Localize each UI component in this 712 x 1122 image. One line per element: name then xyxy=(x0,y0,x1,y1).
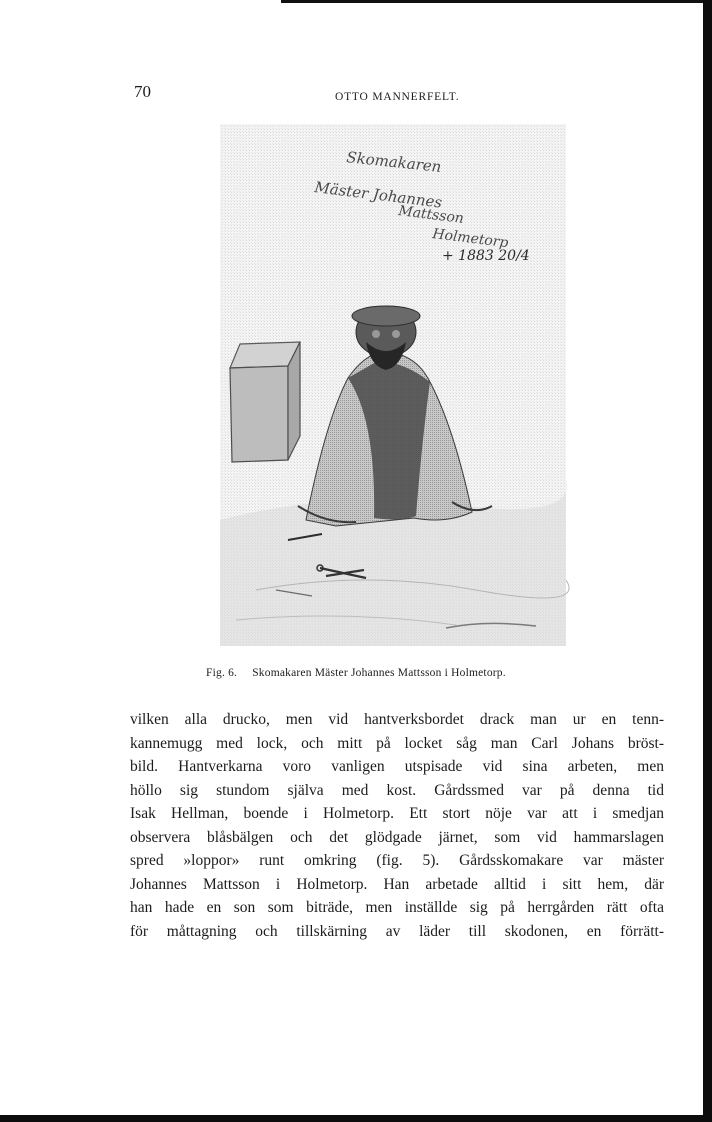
page-right-edge xyxy=(703,0,712,1122)
running-head: OTTO MANNERFELT. xyxy=(335,91,460,103)
text-line: Johannes Mattsson i Holmetorp. Han arbetade alltid i sitt hem, där xyxy=(130,875,664,893)
figure-caption-text: Skomakaren Mäster Johannes Mattsson i Holmetorp. xyxy=(252,667,506,679)
text-line: spred »loppor» runt omkring (fig. 5). Gårdsskomakare var mäster xyxy=(130,852,664,869)
inscription-line-5: + 1883 20/4 xyxy=(442,248,530,264)
inscription-line-4: Holmetorp xyxy=(431,226,510,252)
page-number: 70 xyxy=(134,82,151,101)
text-line: vilken alla drucko, men vid hantverksbordet drack man ur en tenn- xyxy=(130,711,664,728)
inscription-line-2: Mäster Johannes xyxy=(313,178,444,212)
text-line: bild. Hantverkarna voro vanligen utspisade vid sina arbeten, men xyxy=(130,758,664,775)
inscription-line-1: Skomakaren xyxy=(345,148,443,176)
page-bottom-edge xyxy=(0,1115,712,1122)
inscription-line-3: Mattsson xyxy=(397,203,465,227)
figure-caption xyxy=(206,667,506,679)
figure-label: Fig. 6. xyxy=(206,667,238,679)
sketch-stool xyxy=(230,342,300,462)
figure-illustration xyxy=(216,120,570,652)
text-line: observera blåsbälgen och det glödgade järnet, som vid hammarslagen xyxy=(130,828,664,846)
text-line: han hade en son som biträde, men inställde sig på herrgården rätt ofta xyxy=(130,899,664,916)
text-line: Isak Hellman, boende i Holmetorp. Ett stort nöje var att i smedjan xyxy=(130,805,664,822)
text-line: för måttagning och tillskärning av läder till skodonen, en förrätt- xyxy=(130,922,664,940)
page-top-edge xyxy=(281,0,712,3)
text-line: höllo sig stundom själva med kost. Gårdssmed var på denna tid xyxy=(130,781,664,799)
text-line: kannemugg med lock, och mitt på locket såg man Carl Johans bröst- xyxy=(130,734,664,752)
body-paragraph xyxy=(130,708,664,943)
